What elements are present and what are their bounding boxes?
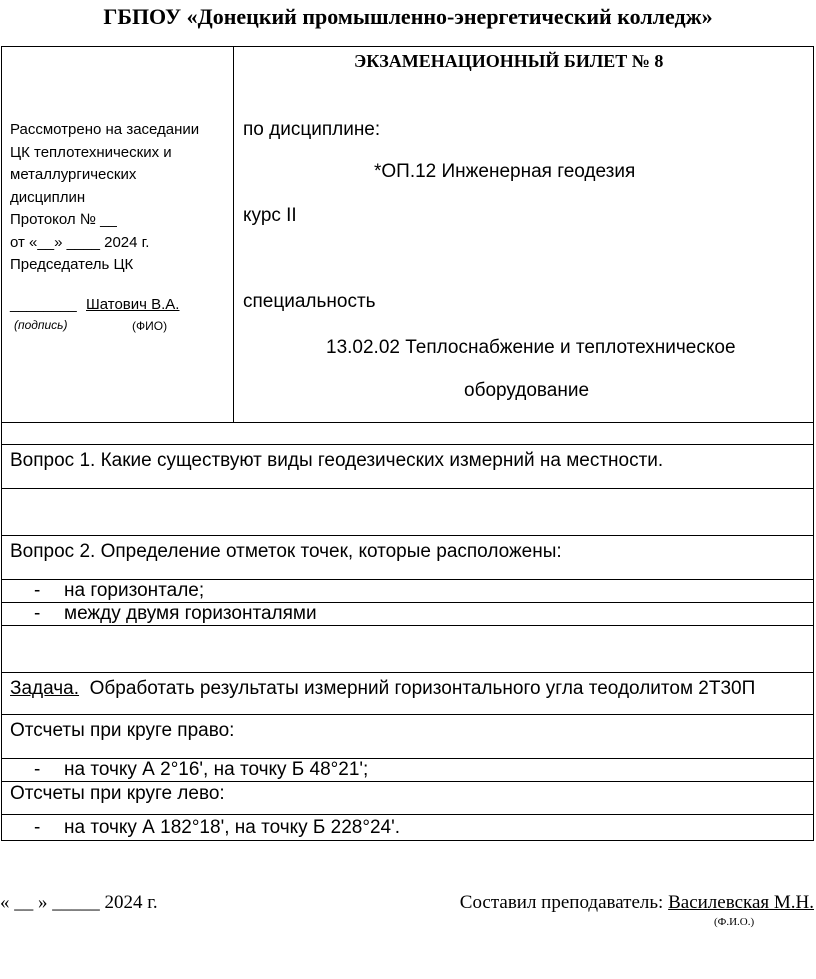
question-2-row (2, 536, 814, 580)
readings-right-values-row (2, 759, 814, 782)
course: курс II (243, 205, 297, 226)
chair-label: Председатель ЦК (10, 256, 134, 273)
item-text: между двумя горизонталями (64, 603, 317, 624)
ticket-header-row (2, 47, 814, 423)
spacer-cell (2, 423, 814, 445)
readings-left-values-row (2, 815, 814, 841)
task-row (2, 673, 814, 715)
question-1-row (2, 445, 814, 489)
question-2-item-row (2, 603, 814, 626)
college-title: ГБПОУ «Донецкий промышленно-энергетический колледж» (103, 4, 713, 29)
signature-caption: (подпись) (14, 318, 68, 332)
readings-left-label: Отсчеты при круге лево: (2, 782, 814, 815)
question-2-item-row (2, 580, 814, 603)
readings-right-values (2, 759, 814, 782)
fio-caption: (ФИО) (132, 319, 168, 333)
question-2-item (2, 580, 814, 603)
spacer-row (2, 626, 814, 673)
question-1: Вопрос 1. Какие существуют виды геодезических измерний на местности. (2, 445, 814, 489)
item-text: на точку А 182°18', на точку Б 228°24'. (64, 817, 401, 838)
list-dash: - (34, 759, 41, 780)
item-text: на точку А 2°16', на точку Б 48°21'; (64, 759, 369, 780)
author-label: Составил преподаватель: (459, 892, 669, 913)
list-dash: - (34, 817, 41, 838)
task (2, 673, 814, 715)
approval-line: металлургических (10, 166, 137, 183)
spacer-cell (2, 626, 814, 673)
footer-fio-caption: (Ф.И.О.) (714, 916, 755, 928)
question-2-item (2, 603, 814, 626)
readings-right-label: Отсчеты при круге право: (2, 715, 814, 759)
discipline-name: *ОП.12 Инженерная геодезия (374, 161, 636, 182)
protocol-date-line: от «__» ____ 2024 г. (10, 233, 150, 251)
specialty-line-1: 13.02.02 Теплоснабжение и теплотехническое (326, 337, 736, 358)
specialty-line-2: оборудование (464, 380, 590, 401)
chair-name: Шатович В.А. (86, 296, 180, 313)
approval-line: дисциплин (10, 188, 86, 206)
task-text: Обработать результаты измерний горизонтального угла теодолитом 2Т30П (79, 678, 756, 699)
spacer-cell (2, 489, 814, 536)
question-2: Вопрос 2. Определение отметок точек, которые расположены: (2, 536, 814, 580)
approval-line: ЦК теплотехнических и (10, 143, 172, 161)
specialty-label: специальность (243, 291, 376, 312)
protocol-line: Протокол № __ (10, 211, 117, 228)
spacer-row (2, 489, 814, 536)
task-label: Задача. (10, 678, 80, 699)
approval-line: Рассмотрено на заседании (10, 121, 200, 138)
readings-right-row (2, 715, 814, 759)
footer-date: « __ » _____ 2024 г. (0, 892, 158, 913)
readings-left-values (2, 815, 814, 841)
exam-ticket-table (1, 46, 814, 841)
item-text: на горизонтале; (64, 580, 205, 601)
discipline-label: по дисциплине: (243, 119, 381, 140)
signature-blank: ________ (10, 296, 77, 313)
spacer-row (2, 423, 814, 445)
list-dash: - (34, 603, 41, 624)
readings-left-row (2, 782, 814, 815)
author-name: Василевская М.Н. (668, 892, 814, 913)
list-dash: - (34, 580, 41, 601)
approval-cell (2, 47, 234, 423)
approval-block (10, 119, 199, 277)
ticket-title: ЭКЗАМЕНАЦИОННЫЙ БИЛЕТ № 8 (354, 51, 664, 71)
footer-author (460, 892, 814, 914)
ticket-info-cell (234, 47, 814, 423)
